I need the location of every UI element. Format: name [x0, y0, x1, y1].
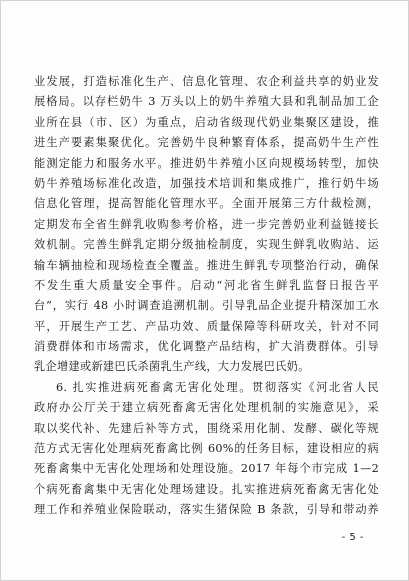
paragraph-1-line: 能测定能力和服务水平。推进奶牛养殖小区向规模场转型，加快 [34, 156, 379, 170]
page-number: - 5 - [341, 532, 364, 543]
paragraph-2-line: 理工作和养殖业保险联动，落实生猪保险 B 条款，引导和带动养 [34, 503, 379, 517]
paragraph-1-line: 进生产要素集聚优化。完善奶牛良种繁育体系，提高奶牛生产性 [34, 136, 379, 150]
paragraph-1-line: 效机制。完善生鲜乳定期分级抽检制度，实现生鲜乳收购站、运 [34, 238, 379, 252]
paragraph-2-line: 取以奖代补、先建后补等方式，围绕采用化制、发酵、碳化等规 [34, 421, 379, 435]
paragraph-1-line: 定期发布全省生鲜乳收购参考价格，进一步完善奶业利益链接长 [34, 217, 379, 231]
paragraph-1-line: 输车辆抽检和现场检查全覆盖。推进生鲜乳专项整治行动，确保 [34, 258, 379, 272]
paragraph-1-line: 消费群体和市场需求，优化调整产品结构，扩大消费群体。引导 [34, 340, 379, 354]
paragraph-1-line: 乳企增建或新建巴氏杀菌乳生产线，大力发展巴氏奶。 [34, 360, 310, 374]
paragraph-2-line: 范方式无害化处理病死畜禽比例 60%的任务目标，建设相应的病 [34, 442, 379, 456]
paragraph-2-line: 个病死畜禽集中无害化处理场建设。扎实推进病死畜禽无害化处 [34, 482, 379, 496]
paragraph-2-line: 6. 扎实推进病死畜禽无害化处理。贯彻落实《河北省人民 [56, 380, 379, 394]
paragraph-1-line: 台”，实行 48 小时调查追溯机制。引导乳品企业提升精深加工水 [34, 299, 379, 313]
paragraph-2-line: 死畜禽集中无害化处理场和处理设施。2017 年每个市完成 1—2 [34, 462, 379, 476]
paragraph-1-line: 展格局。以存栏奶牛 3 万头以上的奶牛养殖大县和乳制品加工企 [34, 95, 379, 109]
paragraph-1-line: 平，开展生产工艺、产品功效、质量保障等科研攻关，针对不同 [34, 319, 379, 333]
paragraph-1-line: 业发展，打造标准化生产、信息化管理、农企利益共享的奶业发 [34, 75, 379, 88]
paragraph-1-line: 信息化管理，提高智能化管理水平。全面开展第三方什裁检测， [34, 197, 379, 211]
paragraph-1-line: 业所在县（市、区）为重点，启动省级现代奶业集聚区建设，推 [34, 115, 379, 129]
paragraph-1-line: 奶牛养殖场标准化改造，加强技术培训和集成推广，推行奶牛场 [34, 176, 379, 190]
paragraph-1-line: 不发生重大质量安全事件。启动“河北省生鲜乳监督日报告平 [34, 278, 379, 292]
paragraph-2-line: 政府办公厅关于建立病死畜禽无害化处理机制的实施意见》，采 [34, 401, 379, 415]
document-body [34, 72, 379, 521]
